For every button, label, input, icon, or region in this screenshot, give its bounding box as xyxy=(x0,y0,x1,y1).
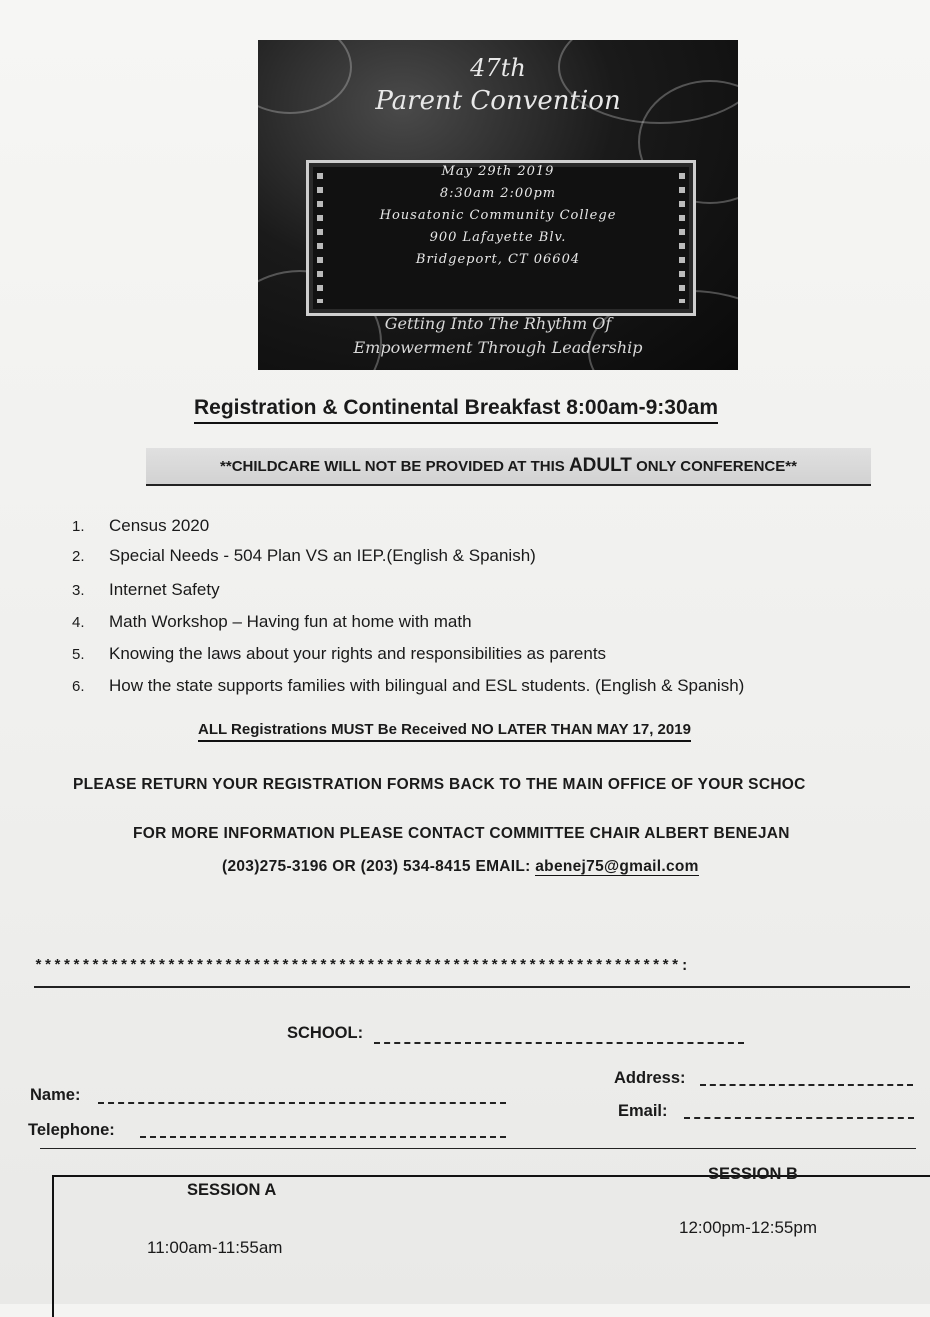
list-number: 6. xyxy=(72,678,85,695)
contact-line: FOR MORE INFORMATION PLEASE CONTACT COMMITTEE CHAIR ALBERT BENEJAN xyxy=(133,825,790,842)
session-a-time: 11:00am-11:55am xyxy=(147,1238,283,1257)
session-a-label: SESSION A xyxy=(187,1181,277,1199)
cut-line-stars: ********************************************************************: xyxy=(34,958,690,975)
address-label: Address: xyxy=(614,1069,686,1087)
contact-email-link[interactable]: abenej75@gmail.com xyxy=(535,858,699,875)
session-b-time: 12:00pm-12:55pm xyxy=(679,1218,817,1237)
school-label: SCHOOL: xyxy=(287,1024,364,1042)
list-item xyxy=(72,516,209,536)
list-number: 5. xyxy=(72,646,85,663)
telephone-label: Telephone: xyxy=(28,1121,115,1139)
email-field[interactable] xyxy=(684,1117,914,1119)
banner-address: 900 Lafayette Blv. xyxy=(429,230,567,245)
banner-title: Parent Convention xyxy=(375,86,621,116)
convention-banner xyxy=(258,40,738,370)
telephone-field[interactable] xyxy=(140,1136,506,1138)
list-number: 3. xyxy=(72,582,85,599)
list-number: 2. xyxy=(72,548,85,565)
divider xyxy=(34,986,910,988)
banner-hours: 8:30am 2:00pm xyxy=(439,186,557,201)
banner-date: May 29th 2019 xyxy=(441,164,555,179)
list-item xyxy=(72,644,606,664)
address-field[interactable] xyxy=(700,1084,913,1086)
form-divider xyxy=(40,1148,916,1149)
name-field[interactable] xyxy=(98,1102,506,1104)
banner-tagline-2: Empowerment Through Leadership xyxy=(353,338,643,357)
list-number: 1. xyxy=(72,518,85,535)
banner-city: Bridgeport, CT 06604 xyxy=(415,252,581,267)
list-text: Knowing the laws about your rights and responsibilities as parents xyxy=(109,644,607,663)
phone-numbers: (203)275-3196 OR (203) 534-8415 EMAIL: xyxy=(222,858,536,875)
list-item xyxy=(72,546,536,566)
list-number: 4. xyxy=(72,614,85,631)
registration-deadline: ALL Registrations MUST Be Received NO LATER THAN MAY 17, 2019 xyxy=(198,721,691,742)
notice-text-before: **CHILDCARE WILL NOT BE PROVIDED AT THIS xyxy=(220,458,569,475)
notice-emphasis: ADULT xyxy=(568,455,632,476)
list-text: Internet Safety xyxy=(109,580,220,599)
name-label: Name: xyxy=(30,1086,81,1104)
list-item xyxy=(72,612,472,632)
registration-heading: Registration & Continental Breakfast 8:00am-9:30am xyxy=(194,396,718,424)
list-text: Special Needs - 504 Plan VS an IEP.(English & Spanish) xyxy=(109,546,536,565)
banner-venue: Housatonic Community College xyxy=(379,208,617,223)
banner-tagline-1: Getting Into The Rhythm Of xyxy=(384,314,612,333)
contact-phones xyxy=(222,858,699,876)
list-item xyxy=(72,580,220,600)
return-instructions: PLEASE RETURN YOUR REGISTRATION FORMS BACK TO THE MAIN OFFICE OF YOUR SCHOC xyxy=(73,776,806,793)
banner-edition: 47th xyxy=(470,54,526,82)
list-text: How the state supports families with bilingual and ESL students. (English & Spanish) xyxy=(109,676,745,695)
list-item xyxy=(72,676,744,696)
school-field[interactable] xyxy=(374,1042,744,1044)
session-b-label: SESSION B xyxy=(708,1165,798,1183)
childcare-notice xyxy=(146,448,871,486)
notice-text-after: ONLY CONFERENCE** xyxy=(631,458,797,475)
list-text: Census 2020 xyxy=(109,516,210,535)
email-label: Email: xyxy=(618,1102,668,1120)
list-text: Math Workshop – Having fun at home with math xyxy=(109,612,472,631)
